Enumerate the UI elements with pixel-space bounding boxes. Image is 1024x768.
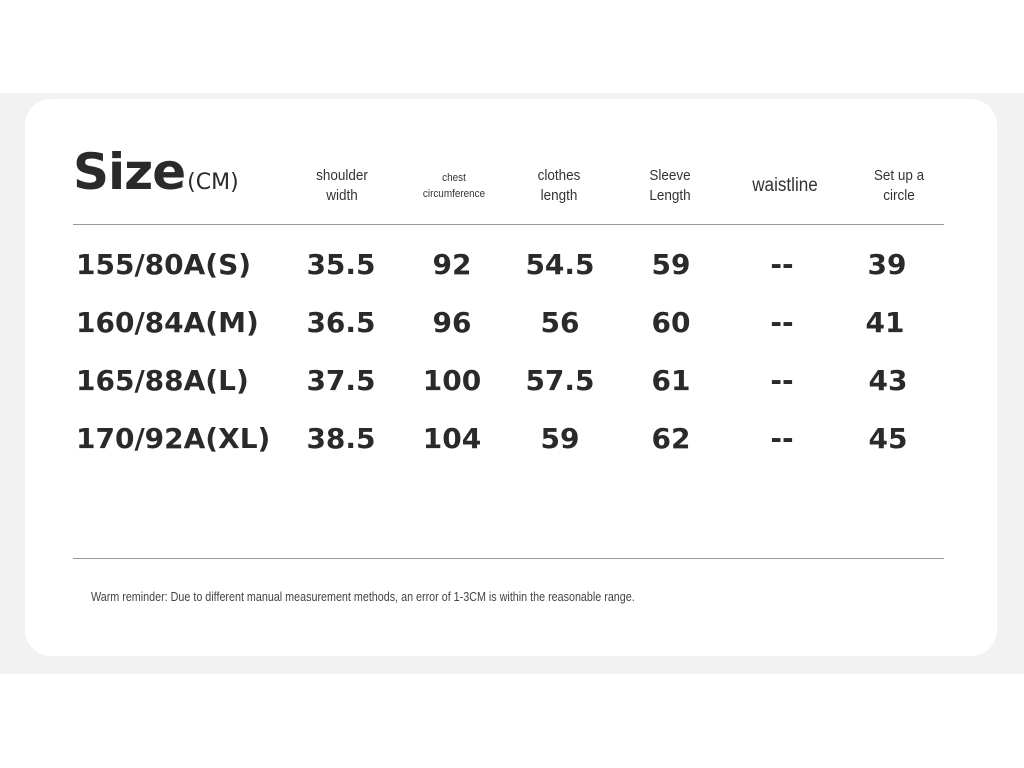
table-cell: -- <box>770 364 794 397</box>
header-shoulder-width: shoulder width <box>316 167 368 204</box>
table-cell: 96 <box>432 306 472 339</box>
table-cell: -- <box>770 306 794 339</box>
title-unit: (CM) <box>187 170 239 195</box>
table-cell: 35.5 <box>306 248 376 281</box>
header-waistline: waistline <box>752 175 818 196</box>
table-cell: 59 <box>651 248 691 281</box>
size-label-m: 160/84A(M) <box>76 306 259 339</box>
title-main: Size <box>73 143 186 201</box>
table-cell: 39 <box>867 248 907 281</box>
size-label-l: 165/88A(L) <box>76 364 249 397</box>
table-cell: 92 <box>432 248 472 281</box>
page-title <box>73 143 239 201</box>
table-cell: 57.5 <box>525 364 595 397</box>
table-cell: 36.5 <box>306 306 376 339</box>
table-cell: 45 <box>868 422 908 455</box>
warm-reminder-note: Warm reminder: Due to different manual measurement methods, an error of 1-3CM is within the reasonable range. <box>91 590 635 604</box>
table-cell: 37.5 <box>306 364 376 397</box>
table-cell: 38.5 <box>306 422 376 455</box>
table-cell: 41 <box>865 306 905 339</box>
table-cell: 100 <box>422 364 482 397</box>
table-cell: 43 <box>868 364 908 397</box>
header-clothes-length: clothes length <box>537 167 581 204</box>
table-cell: 61 <box>651 364 691 397</box>
header-chest-circumference: chest circumference <box>422 172 486 200</box>
table-cell: 62 <box>651 422 691 455</box>
table-cell: 54.5 <box>525 248 595 281</box>
header-divider <box>73 224 944 225</box>
size-label-xl: 170/92A(XL) <box>76 422 271 455</box>
size-label-s: 155/80A(S) <box>76 248 252 281</box>
table-cell: 60 <box>651 306 691 339</box>
table-cell: 56 <box>540 306 580 339</box>
table-cell: -- <box>770 422 794 455</box>
header-sleeve-length: Sleeve Length <box>649 167 691 204</box>
footer-divider <box>73 558 944 559</box>
header-set-up-a-circle: Set up a circle <box>873 167 925 204</box>
table-cell: 59 <box>540 422 580 455</box>
table-cell: 104 <box>422 422 482 455</box>
table-cell: -- <box>770 248 794 281</box>
